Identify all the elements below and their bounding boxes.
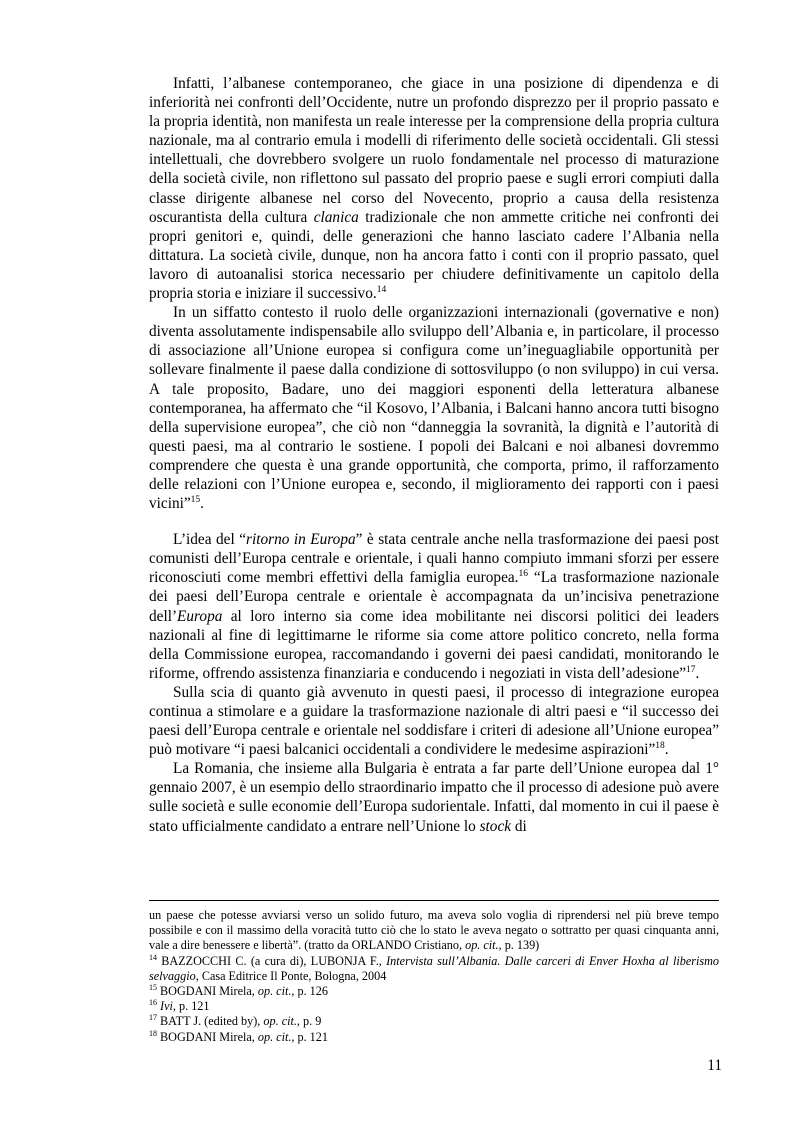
footnote-ref: 15 (190, 495, 201, 506)
footnote-ref: 18 (149, 1028, 157, 1038)
text-run: . (664, 741, 669, 759)
italic-text: op. cit. (257, 984, 292, 999)
footnote (149, 1030, 719, 1045)
italic-text: stock (479, 817, 512, 835)
main-text (149, 74, 719, 836)
paragraph (149, 303, 719, 513)
footnote-ref: 14 (376, 285, 387, 296)
text-run: . (200, 495, 204, 513)
text-run: , p. 139) (498, 938, 540, 953)
text-run: “La trasformazione nazionale dei paesi dell’Europa centrale e orientale è accompagnata da un’incisiva penetrazione dell’ (149, 569, 719, 625)
italic-text: clanica (313, 208, 359, 226)
footnote (149, 999, 719, 1014)
text-run: Sulla scia di quanto già avvenuto in questi paesi, il processo di integrazione europea continua a stimolare e a guidare la trasformazione nazionale di altri paesi e “il successo dei paesi dell’Europa centrale e orientale nel soddisfare i criteri di adesione all’Unione europea” può motivare “i paesi balcanici occidentali a condividere le medesime aspirazioni” (149, 683, 719, 759)
text-run: , Casa Editrice Il Ponte, Bologna, 2004 (195, 968, 387, 983)
text-run: BOGDANI Mirela, (157, 1029, 258, 1044)
italic-text: Europa (177, 607, 223, 625)
paragraph (149, 759, 719, 835)
footnote-ref: 15 (149, 983, 157, 993)
text-run: , p. 9 (296, 1014, 322, 1029)
text-run: di (511, 817, 527, 835)
italic-text: op. cit. (263, 1014, 297, 1029)
paragraph (149, 683, 719, 759)
text-run: BOGDANI Mirela, (157, 984, 258, 999)
text-run: Infatti, l’albanese contemporaneo, che giace in una posizione di dipendenza e di inferiorità nei confronti dell’Occidente, nutre un profondo disprezzo per il proprio passato e la propria identità, non manifesta un reale interesse per la comprensione della propria cultura nazionale, ma al contrario emula i modelli di riferimento delle società occidentali. Gli stessi intellettuali, che dovrebbero svolgere un ruolo fondamentale nel processo di maturazione della società civile, non riflettono sul passato del proprio paese e sugli errori compiuti dalla classe dirigente albanese nel corso del Novecento, proprio a causa della resistenza oscurantista della cultura (149, 75, 719, 226)
footnote-ref: 16 (518, 569, 528, 580)
footnote (149, 1014, 719, 1029)
paragraph (149, 74, 719, 303)
italic-text: op. cit. (465, 938, 499, 953)
footnotes (149, 908, 719, 1045)
text-run: In un siffatto contesto il ruolo delle organizzazioni internazionali (governative e non) diventa assolutamente indispensabile allo sviluppo dell’Albania e, in particolare, il processo di associazione all’Unione europea si configura come un’ineguagliabile opportunità per sollevare finalmente il paese dalla condizione di sottosviluppo (o non sviluppo) in cui versa. A tale proposito, Badare, uno dei maggiori esponenti della letteratura albanese contemporanea, ha affermato che “il Kosovo, l’Albania, i Balcani hanno ancora tutti bisogno della supervisione europea”, che ciò non “danneggia la sovranità, la dignità e l’autorità di questi paesi, ma al contrario le sostiene. I popoli dei Balcani e noi albanesi dovremmo comprendere che questa è una grande opportunità, che comporta, primo, il rafforzamento delle relazioni con l’Unione europea e, secondo, il miglioramento dei rapporti con i paesi vicini” (149, 304, 719, 513)
text-run: ” è stata centrale anche nella trasformazione dei paesi post comunisti dell’Europa centrale e orientale, i quali hanno compiuto immani sforzi per essere riconosciuti come membri effettivi della famiglia europea. (149, 531, 719, 587)
text-run: un paese che potesse avviarsi verso un solido futuro, ma aveva solo voglia di riprendersi nel più breve tempo possibile e con il massimo della voracità tutto ciò che lo stato le aveva negato o sottratto per quasi cinquanta anni, vale a dire benessere e libertà”. (tratto da ORLANDO Cristiano, (149, 908, 719, 953)
text-run: BATT J. (edited by), (157, 1014, 264, 1029)
footnote-ref: 17 (149, 1013, 157, 1023)
text-run: La Romania, che insieme alla Bulgaria è entrata a far parte dell’Unione europea dal 1° gennaio 2007, è un esempio dello straordinario impatto che il processo di adesione può avere sulle società e sulle economie dell’Europa sudorientale. Infatti, dal momento in cui il paese è stato ufficialmente candidato a entrare nell’Unione lo (149, 760, 719, 835)
page-number: 11 (707, 1057, 722, 1074)
text-run: , p. 121 (172, 999, 210, 1014)
text-run: al loro interno sia come idea mobilitante nei discorsi politici dei leaders nazionali al fine di legittimarne le riforme sia come attore politico concreto, nella forma della Commissione europea, raccomandando i governi dei paesi candidati, monitorando le riforme, offrendo assistenza finanziaria e conducendo i negoziati in vista dell’adesione” (149, 607, 719, 682)
italic-text: ritorno in Europa (246, 531, 356, 549)
text-run: L’idea del “ (173, 531, 247, 549)
paragraph (149, 530, 719, 683)
text-run: , p. 121 (291, 1029, 328, 1044)
italic-text: op. cit. (257, 1029, 292, 1044)
footnote (149, 984, 719, 999)
text-run: . (695, 664, 700, 682)
footnote-ref: 18 (655, 741, 665, 752)
footnote (149, 908, 719, 954)
footnote-ref: 16 (149, 998, 157, 1008)
footnote-ref: 14 (149, 952, 157, 962)
footnote-separator (149, 900, 719, 901)
footnote-ref: 17 (686, 664, 696, 675)
text-run: , p. 126 (291, 984, 328, 999)
italic-text: Intervista sull’Albania. Dalle carceri di Enver Hoxha al liberismo selvaggio (149, 953, 719, 983)
footnote (149, 954, 719, 984)
text-run: BAZZOCCHI C. (a cura di), LUBONJA F., (157, 953, 387, 968)
text-run: tradizionale che non ammette critiche nei confronti dei propri genitori e, quindi, delle generazioni che hanno lasciato cadere l’Albania nella dittatura. La società civile, dunque, non ha ancora fatto i conti con il proprio passato, quel lavoro di autoanalisi storica necessario per chiudere definitivamente un capitolo della propria storia e iniziare il successivo. (149, 208, 720, 303)
italic-text: Ivi (160, 999, 173, 1014)
